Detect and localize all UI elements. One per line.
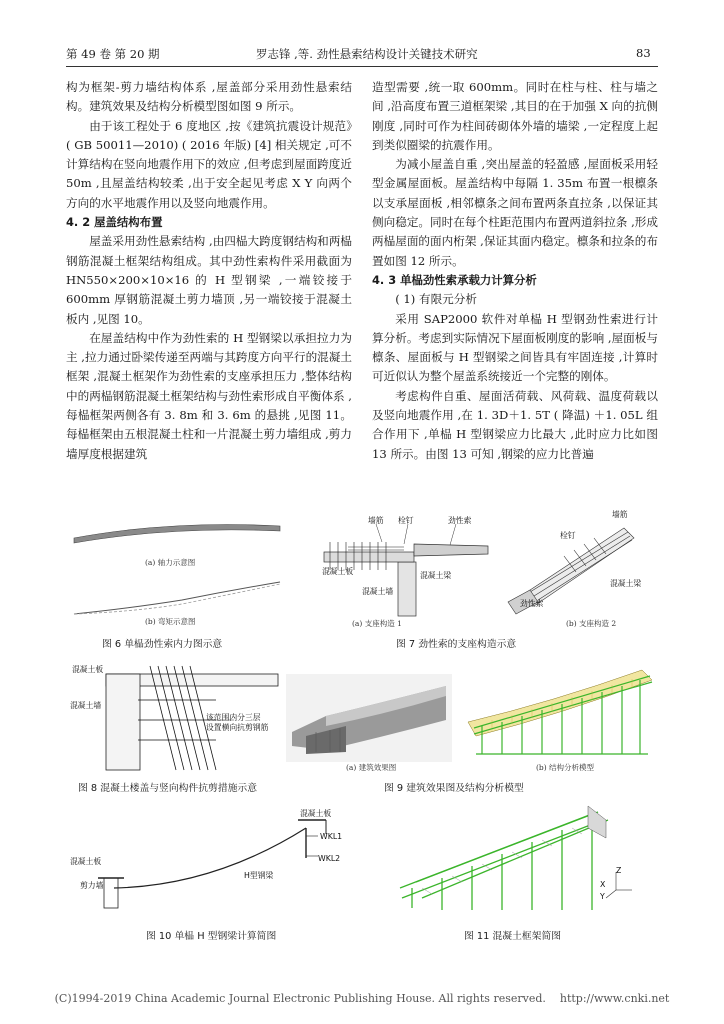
- figure-9a-rendering: [286, 674, 452, 762]
- figure-7a-label: 混凝土板: [322, 567, 354, 576]
- figure-7a-label: 墙筋: [368, 516, 384, 525]
- figure-10-label: 混凝土板: [70, 857, 102, 866]
- figure-7b-label: 墙筋: [612, 510, 628, 519]
- figure-11-axis-y: Y: [600, 892, 605, 901]
- figure-7a-label: 劲性索: [448, 516, 472, 525]
- figure-7a-label: 栓钉: [398, 516, 414, 525]
- running-title: 罗志锋 ,等. 劲性悬索结构设计关键技术研究: [256, 47, 478, 61]
- figure-8-label: 设置横向抗剪钢筋: [206, 723, 269, 732]
- paragraph: 由于该工程处于 6 度地区 ,按《建筑抗震设计规范》( GB 50011—2010) ( 2016 年版) [4] 相关规定 ,可不计算结构在竖向地震作用下的效应 ,但考虑到屋面跨度近 50m ,且屋盖结构较柔 ,出于安全起见考虑 X Y 向两个方向的水平地震作用以及竖向地震作用。: [66, 118, 352, 210]
- figure-11-concrete-frame: [392, 798, 648, 916]
- figure-10-label: 剪力墙: [80, 881, 104, 890]
- figure-7-sub-b: (b) 支座构造 2: [566, 619, 617, 628]
- paragraph: 在屋盖结构中作为劲性索的 H 型钢梁以承担拉力为主 ,拉力通过卧梁传递至两端与其跨度方向平行的混凝土框架 ,混凝土框架作为劲性索的支座承担压力 ,整体结构中的两榀钢筋混凝土框架结构与劲性索形成自平衡体系 ,每榀框架两侧各有 3. 8m 和 3. 6m 的悬挑 ,见图 11。每榀框架由五根混凝土柱和一片混凝土剪力墙组成 ,剪力墙厚度根据建筑: [66, 330, 352, 461]
- journal-volume-issue: 第 49 卷 第 20 期: [66, 47, 160, 61]
- figure-10-label: H型钢梁: [244, 871, 274, 880]
- figure-10-caption: 图 10 单榀 H 型钢梁计算简图: [146, 931, 277, 942]
- paragraph: 屋盖采用劲性悬索结构 ,由四榀大跨度钢结构和两榀钢筋混凝土框架结构组成。其中劲性索构件采用截面为 HN550×200×10×16 的 H 型钢梁 ,一端铰接于 600mm 厚钢筋混凝土剪力墙顶 ,另一端铰接于混凝土板内 ,见图 10。: [66, 234, 352, 326]
- figure-9-sub-b: (b) 结构分析模型: [536, 763, 595, 772]
- figure-6-sub-a: (a) 轴力示意图: [145, 558, 196, 567]
- figure-7-sub-a: (a) 支座构造 1: [352, 619, 402, 628]
- figure-10-label: WKL2: [318, 854, 341, 863]
- left-column: [66, 78, 352, 464]
- section-heading: 4. 2 屋盖结构布置: [66, 215, 163, 230]
- page-number: 83: [636, 46, 651, 60]
- paragraph: 采用 SAP2000 软件对单榀 H 型钢劲性索进行计算分析。考虑到实际情况下屋面板刚度的影响 ,屋面板与檩条、屋面板与 H 型钢梁之间皆具有牢固连接 ,计算时可近似认为整个屋盖系统接近一个完整的刚体。: [372, 311, 658, 384]
- figure-7-caption: 图 7 劲性索的支座构造示意: [396, 639, 517, 650]
- figure-11-caption: 图 11 混凝土框架简图: [464, 931, 562, 942]
- figure-8-caption: 图 8 混凝土楼盖与竖向构件抗剪措施示意: [78, 783, 258, 794]
- paragraph: 造型需要 ,统一取 600mm。同时在柱与柱、柱与墙之间 ,沿高度布置三道框架梁 ,其目的在于加强 X 向的抗侧刚度 ,同时可作为柱间砖砌体外墙的墙梁 ,一定程度上起到类似圈梁的抗震作用。: [372, 80, 658, 152]
- figure-7b-label: 混凝土梁: [610, 579, 642, 588]
- paragraph: 构为框架-剪力墙结构体系 ,屋盖部分采用劲性悬索结构。建筑效果及结构分析模型图如图 9 所示。: [66, 80, 352, 114]
- figure-6-sub-b: (b) 弯矩示意图: [145, 617, 196, 626]
- paragraph: 为减小屋盖自重 ,突出屋盖的轻盈感 ,屋面板采用轻型金属屋面板。屋盖结构中每隔 1. 35m 布置一根檩条以支承屋面板 ,相邻檩条之间布置两条直拉条 ,以保证其侧向稳定。同时在每个柱距范围内布置两道斜拉条 ,形成两榀屋面的面内桁架 ,保证其面内稳定。檩条和拉条的布置如图 12 所示。: [372, 157, 658, 268]
- figure-7b-label: 劲性索: [520, 599, 544, 608]
- figure-7b-label: 栓钉: [560, 531, 576, 540]
- figure-9-caption: 图 9 建筑效果图及结构分析模型: [384, 783, 524, 794]
- figure-10-h-beam-diagram: [74, 806, 346, 918]
- right-column: [372, 78, 658, 464]
- figure-11-axis-x: X: [600, 880, 606, 889]
- figure-7a-support-detail: [318, 512, 508, 618]
- figure-7a-label: 混凝土梁: [420, 571, 452, 580]
- subsection-heading: ( 1) 有限元分析: [395, 292, 477, 307]
- figure-6-axial-force-diagram: [72, 512, 284, 552]
- header-rule: [66, 66, 658, 67]
- figure-8-label: 混凝土板: [72, 665, 104, 674]
- figure-9b-structural-model: [462, 662, 658, 762]
- copyright-footer: (C)1994-2019 China Academic Journal Electronic Publishing House. All rights reserved. http://www.cnki.net: [54, 992, 670, 1005]
- figure-7a-label: 混凝土墙: [362, 587, 394, 596]
- figure-6-caption: 图 6 单榀劲性索内力图示意: [102, 639, 223, 650]
- figure-8-label: 该范围内分三层: [206, 713, 261, 722]
- figure-10-label: WKL1: [320, 832, 343, 841]
- figure-8-label: 混凝土墙: [70, 701, 102, 710]
- figure-11-axis-z: Z: [616, 866, 622, 875]
- section-heading: 4. 3 单榀劲性索承载力计算分析: [372, 272, 537, 287]
- figure-9-sub-a: (a) 建筑效果图: [346, 763, 397, 772]
- paragraph: 考虑构件自重、屋面活荷载、风荷载、温度荷载以及竖向地震作用 ,在 1. 3D＋1. 5T ( 降温) ＋1. 05L 组合作用下 ,单榀 H 型钢梁应力比最大 ,此时应力比如图 13 所示。由图 13 可知 ,钢梁的应力比普遍: [372, 388, 658, 461]
- figure-10-label: 混凝土板: [300, 809, 332, 818]
